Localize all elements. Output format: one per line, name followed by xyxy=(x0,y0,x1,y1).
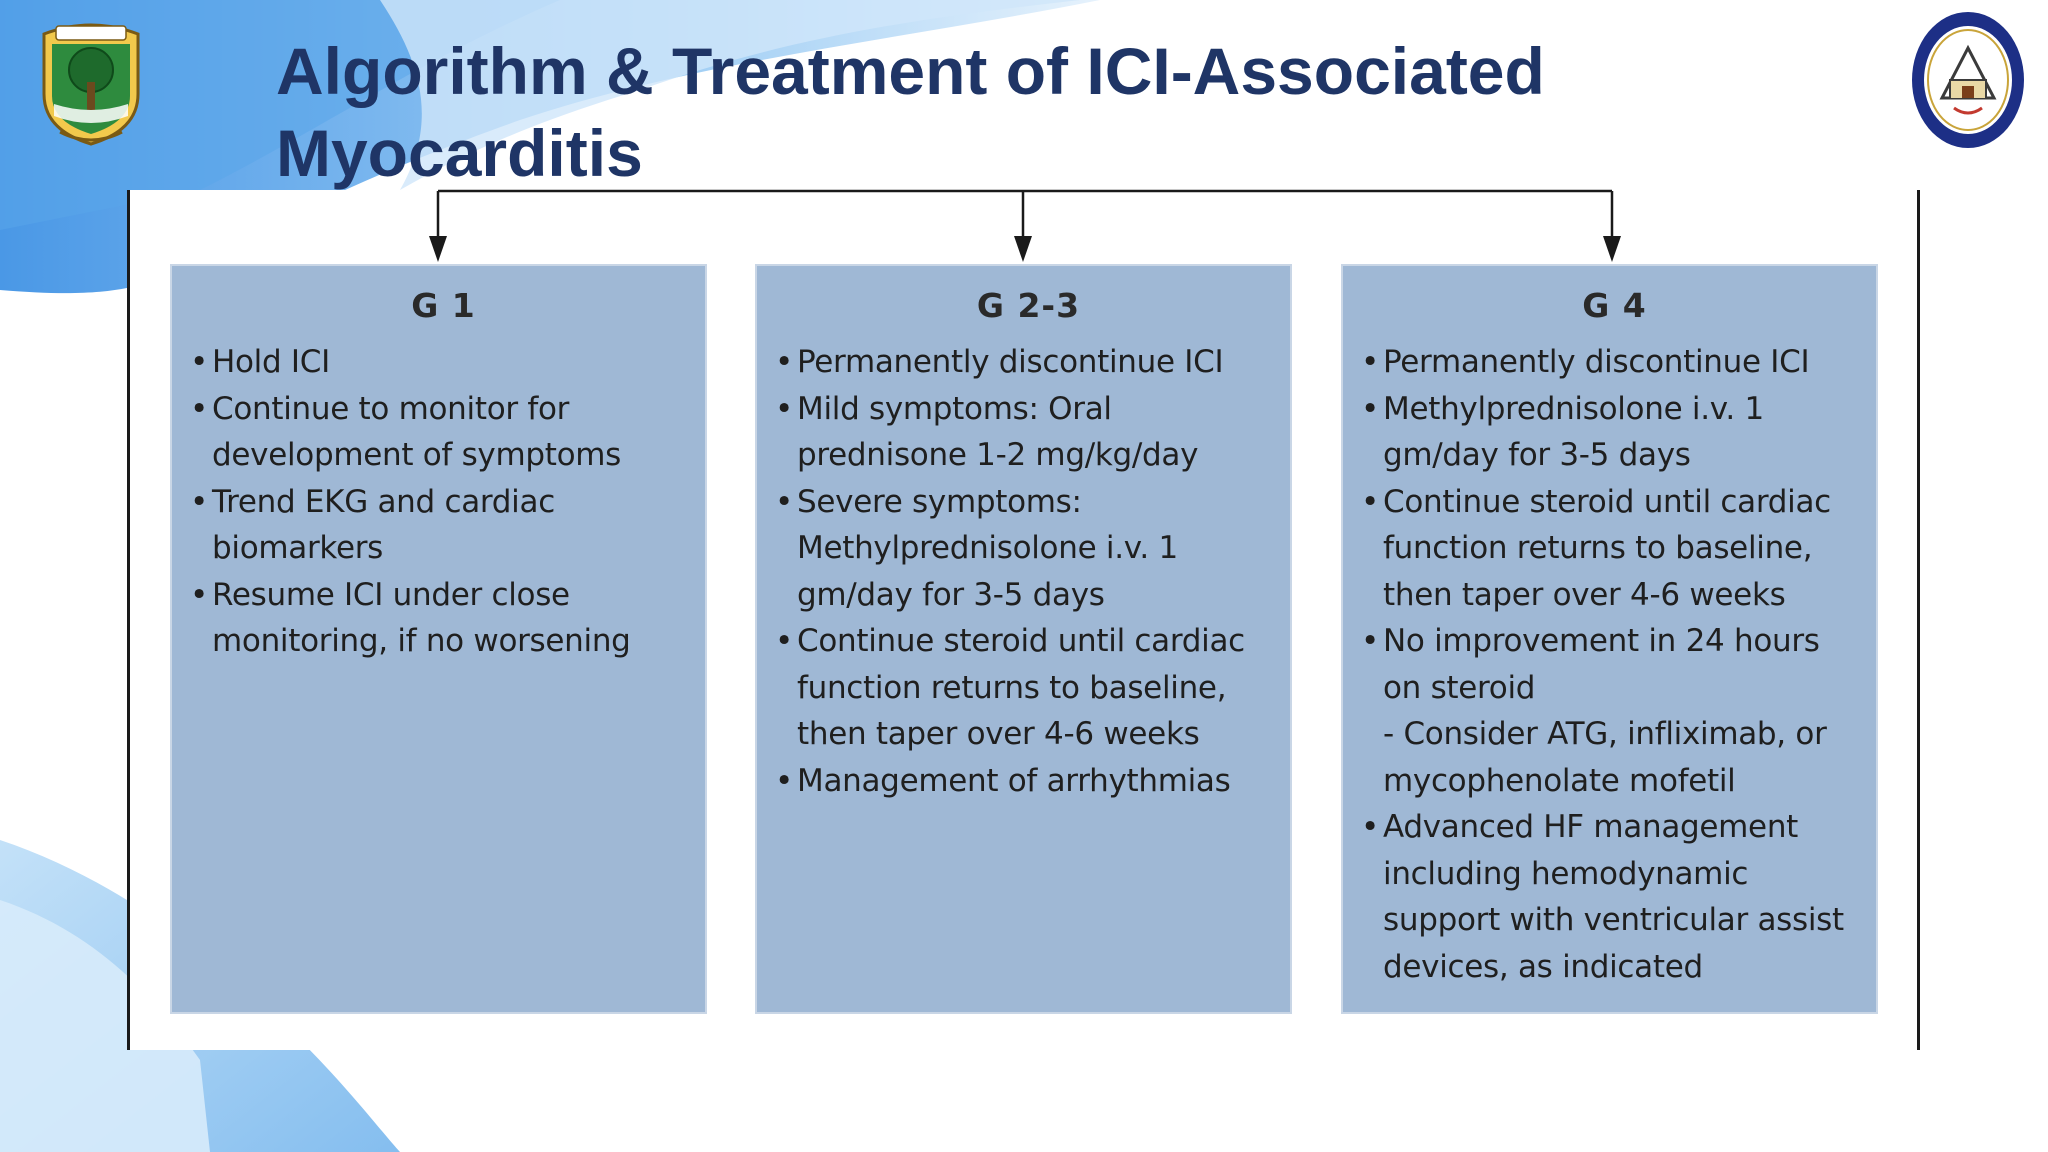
grade-heading: G 4 xyxy=(1582,286,1647,325)
slide-title-line-2: Myocarditis xyxy=(276,116,643,190)
hospital-seal-logo xyxy=(1910,10,2026,150)
list-item: • Permanently discontinue ICI xyxy=(777,339,1280,386)
list-item: • Hold ICI xyxy=(192,339,695,386)
list-item: • Mild symptoms: Oral prednisone 1-2 mg/kg/day xyxy=(777,386,1280,479)
list-item: • Continue steroid until cardiac function returns to baseline, then taper over 4-6 weeks xyxy=(777,618,1280,758)
list-item-text: No improvement in 24 hours on steroid xyxy=(1383,623,1820,706)
grade-heading: G 1 xyxy=(411,286,476,325)
list-item: • Continue steroid until cardiac function returns to baseline, then taper over 4-6 weeks xyxy=(1363,479,1866,619)
grade-1-list xyxy=(192,339,695,665)
regional-crest-logo xyxy=(30,12,152,150)
grade-4-list xyxy=(1363,339,1866,990)
list-item: • Severe symptoms: Methylprednisolone i.v. 1 gm/day for 3-5 days xyxy=(777,479,1280,619)
grade-2-3-box xyxy=(755,264,1292,1014)
slide-title xyxy=(276,30,1776,194)
list-item: • Continue to monitor for development of symptoms xyxy=(192,386,695,479)
list-item: • Management of arrhythmias xyxy=(777,758,1280,805)
list-sub-item: - Consider ATG, infliximab, or mycophenolate mofetil xyxy=(1383,716,1827,799)
grade-4-box xyxy=(1341,264,1878,1014)
list-item xyxy=(1363,618,1866,804)
grade-2-3-list xyxy=(777,339,1280,804)
list-item: • Trend EKG and cardiac biomarkers xyxy=(192,479,695,572)
slide-title-line-1: Algorithm & Treatment of ICI-Associated xyxy=(276,34,1545,108)
panel-left-border xyxy=(127,190,130,1050)
grade-1-box xyxy=(170,264,707,1014)
list-item: • Permanently discontinue ICI xyxy=(1363,339,1866,386)
panel-right-border xyxy=(1917,190,1920,1050)
grade-heading: G 2-3 xyxy=(976,286,1081,325)
list-item: • Methylprednisolone i.v. 1 gm/day for 3-5 days xyxy=(1363,386,1866,479)
list-item: • Advanced HF management including hemodynamic support with ventricular assist devices, as indicated xyxy=(1363,804,1866,990)
list-item: • Resume ICI under close monitoring, if no worsening xyxy=(192,572,695,665)
